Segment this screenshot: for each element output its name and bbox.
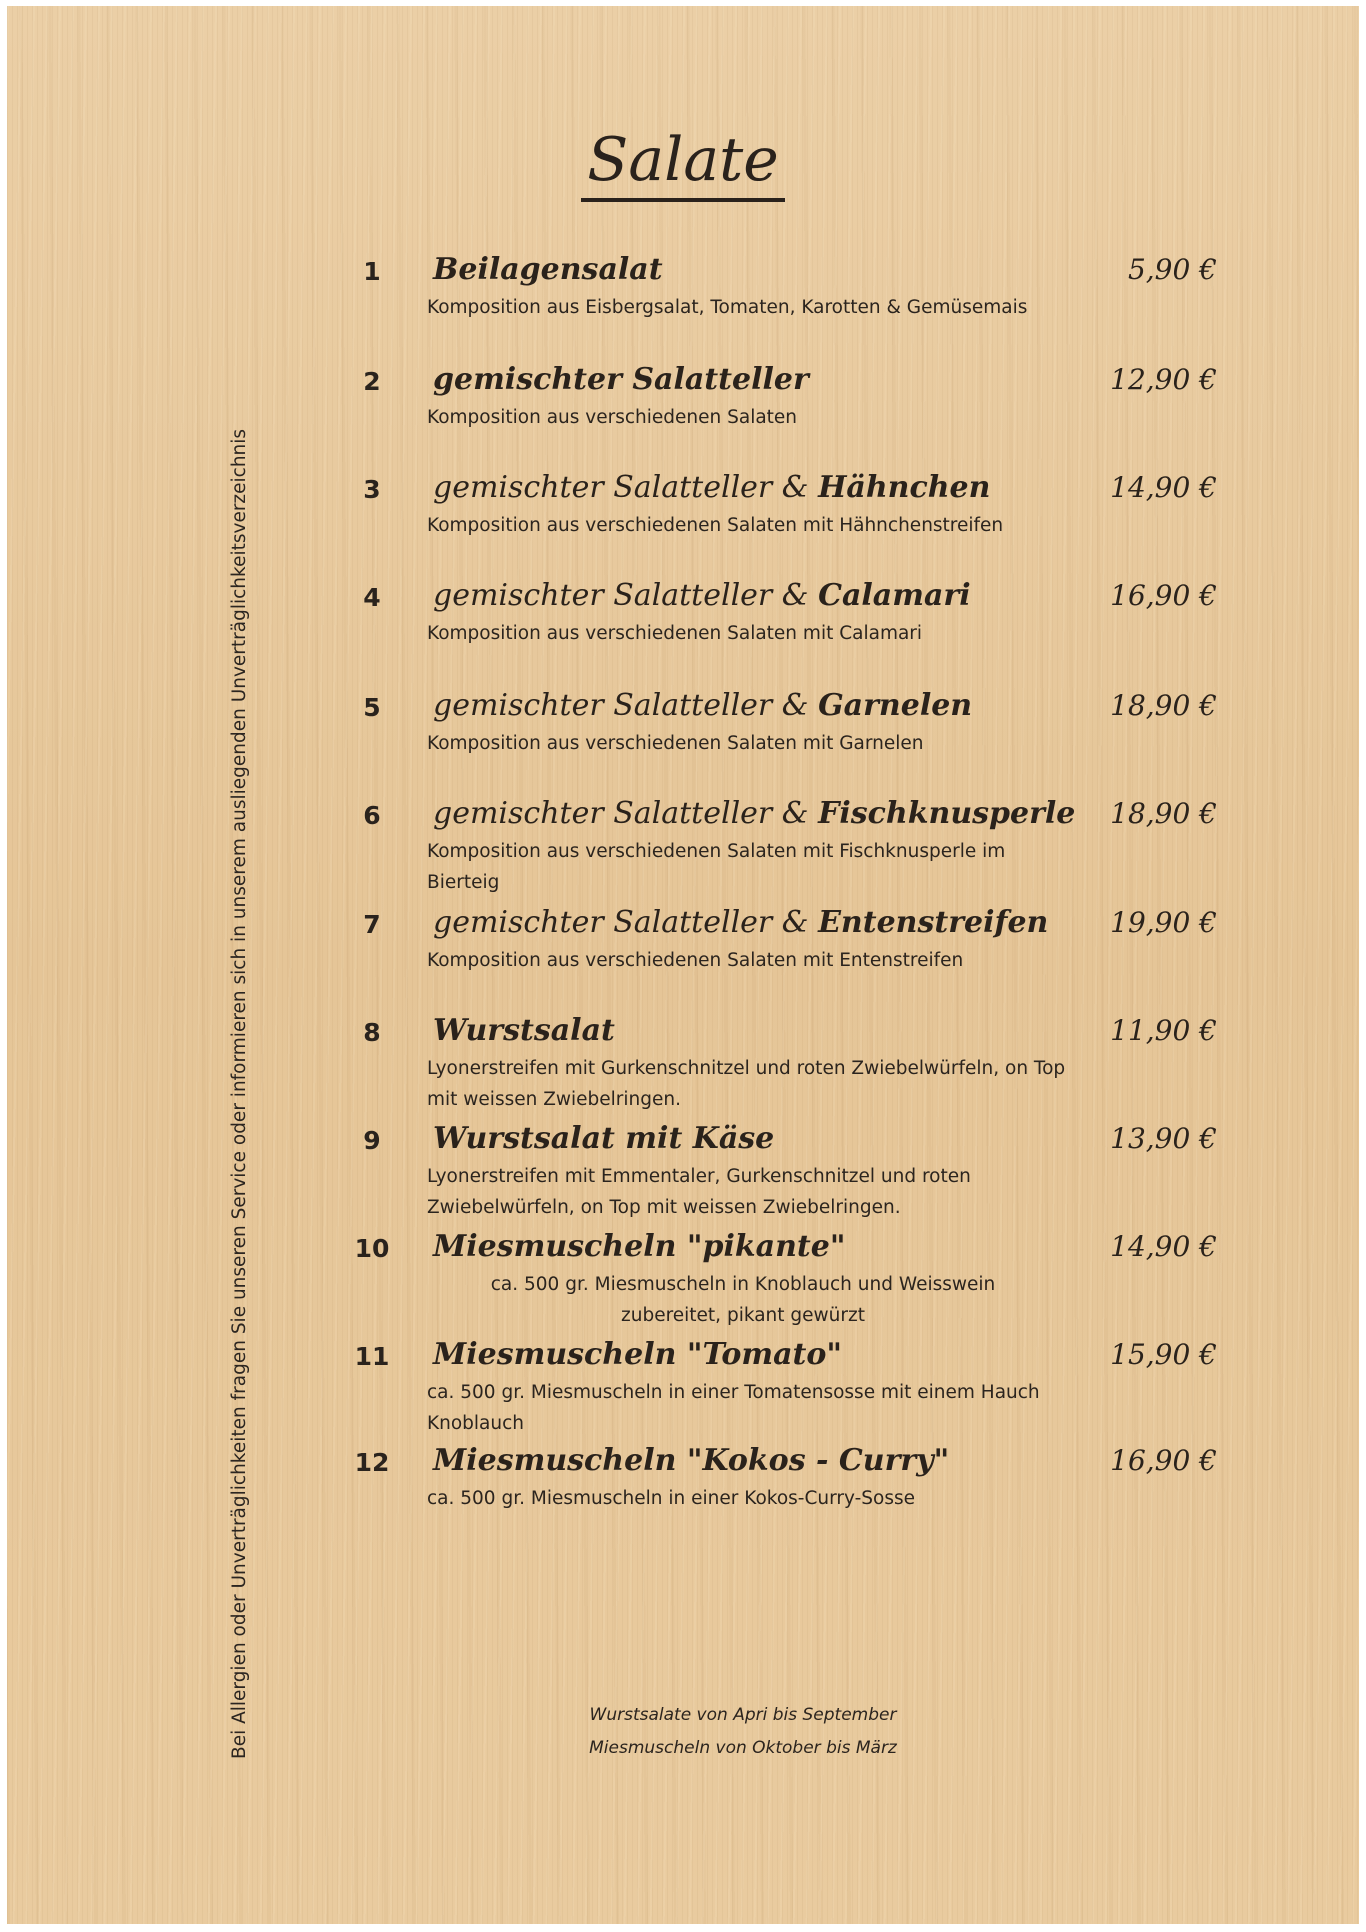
item-description: ca. 500 gr. Miesmuscheln in Knoblauch und Weisswein zubereitet, pikant gewürzt <box>490 1274 996 1326</box>
item-description: ca. 500 gr. Miesmuscheln in einer Tomatensosse mit einem Hauch Knoblauch <box>427 1382 1040 1434</box>
item-title-bold: Miesmuscheln "pikante" <box>433 1229 846 1264</box>
page-title <box>7 124 1359 202</box>
item-title-bold: Hähnchen <box>818 470 991 505</box>
item-description: Komposition aus Eisbergsalat, Tomaten, Karotten & Gemüsemais <box>427 297 1028 318</box>
item-price: 15,90 € <box>1110 1338 1217 1371</box>
menu-page <box>7 6 1359 1924</box>
item-title-bold: Wurstsalat <box>433 1013 615 1048</box>
item-title-bold: Garnelen <box>818 688 973 723</box>
item-title-bold: gemischter Salatteller <box>433 362 809 397</box>
item-number: 2 <box>363 367 381 396</box>
item-number: 5 <box>363 693 381 722</box>
item-title <box>433 1011 615 1051</box>
item-number: 12 <box>354 1448 390 1477</box>
item-title-bold: Beilagensalat <box>433 252 663 287</box>
item-title <box>433 903 1048 943</box>
item-title-plain: gemischter Salatteller & <box>433 796 819 831</box>
item-price: 13,90 € <box>1110 1122 1217 1155</box>
item-title-bold: Entenstreifen <box>818 905 1049 940</box>
item-number: 6 <box>363 801 381 830</box>
item-title-plain: gemischter Salatteller & <box>433 688 819 723</box>
footer-note-wurstsalate: Wurstsalate von Apri bis September <box>589 1705 897 1725</box>
item-description: Komposition aus verschiedenen Salaten mit Fischknusperle im Bierteig <box>427 841 1006 893</box>
item-title <box>433 1441 949 1481</box>
item-description: Komposition aus verschiedenen Salaten mit Garnelen <box>427 733 924 754</box>
item-title-bold: Fischknusperle <box>818 796 1076 831</box>
item-price: 14,90 € <box>1110 1230 1217 1263</box>
item-title <box>433 686 972 726</box>
item-number: 7 <box>363 910 381 939</box>
item-title <box>433 468 990 508</box>
item-price: 5,90 € <box>1127 253 1217 286</box>
allergy-note: Bei Allergien oder Unverträglichkeiten fragen Sie unseren Service oder informieren sich in unserem ausliegenden Unverträglichkeitsverzeichnis <box>229 428 250 1759</box>
item-number: 8 <box>363 1018 381 1047</box>
item-price: 11,90 € <box>1110 1014 1217 1047</box>
item-number: 1 <box>363 257 381 286</box>
footer-note-miesmuscheln: Miesmuscheln von Oktober bis März <box>589 1738 897 1758</box>
item-price: 12,90 € <box>1110 363 1217 396</box>
item-title <box>433 1335 842 1375</box>
item-title <box>433 250 663 290</box>
item-title-bold: Wurstsalat mit Käse <box>433 1121 775 1156</box>
item-title-plain: gemischter Salatteller & <box>433 905 819 940</box>
item-description: Lyonerstreifen mit Gurkenschnitzel und roten Zwiebelwürfeln, on Top mit weissen Zwiebelringen. <box>427 1058 1066 1110</box>
item-description: Lyonerstreifen mit Emmentaler, Gurkenschnitzel und roten Zwiebelwürfeln, on Top mit weissen Zwiebelringen. <box>427 1166 971 1218</box>
item-title-bold: Calamari <box>818 578 971 613</box>
item-number: 11 <box>354 1342 390 1371</box>
item-title-plain: gemischter Salatteller & <box>433 470 819 505</box>
item-title <box>433 794 1075 834</box>
item-title <box>433 1227 845 1267</box>
item-title-bold: Miesmuscheln "Tomato" <box>433 1337 843 1372</box>
item-price: 16,90 € <box>1110 1444 1217 1477</box>
item-title <box>433 1119 774 1159</box>
item-number: 4 <box>363 583 381 612</box>
footer-notes <box>7 1699 1359 1765</box>
item-description: Komposition aus verschiedenen Salaten mit Entenstreifen <box>427 950 964 971</box>
item-price: 16,90 € <box>1110 579 1217 612</box>
page-title-text: Salate <box>581 124 784 202</box>
item-price: 18,90 € <box>1110 689 1217 722</box>
item-description: Komposition aus verschiedenen Salaten mit Calamari <box>427 623 923 644</box>
item-price: 19,90 € <box>1110 906 1217 939</box>
item-title-plain: gemischter Salatteller & <box>433 578 819 613</box>
item-description: Komposition aus verschiedenen Salaten <box>427 407 798 428</box>
item-number: 3 <box>363 475 381 504</box>
item-description: Komposition aus verschiedenen Salaten mit Hähnchenstreifen <box>427 515 1004 536</box>
item-title <box>433 360 809 400</box>
item-description: ca. 500 gr. Miesmuscheln in einer Kokos-Curry-Sosse <box>427 1488 916 1509</box>
item-price: 14,90 € <box>1110 471 1217 504</box>
item-title-bold: Miesmuscheln "Kokos - Curry" <box>433 1443 950 1478</box>
item-number: 10 <box>354 1234 390 1263</box>
item-title <box>433 576 971 616</box>
item-price: 18,90 € <box>1110 797 1217 830</box>
item-number: 9 <box>363 1126 381 1155</box>
